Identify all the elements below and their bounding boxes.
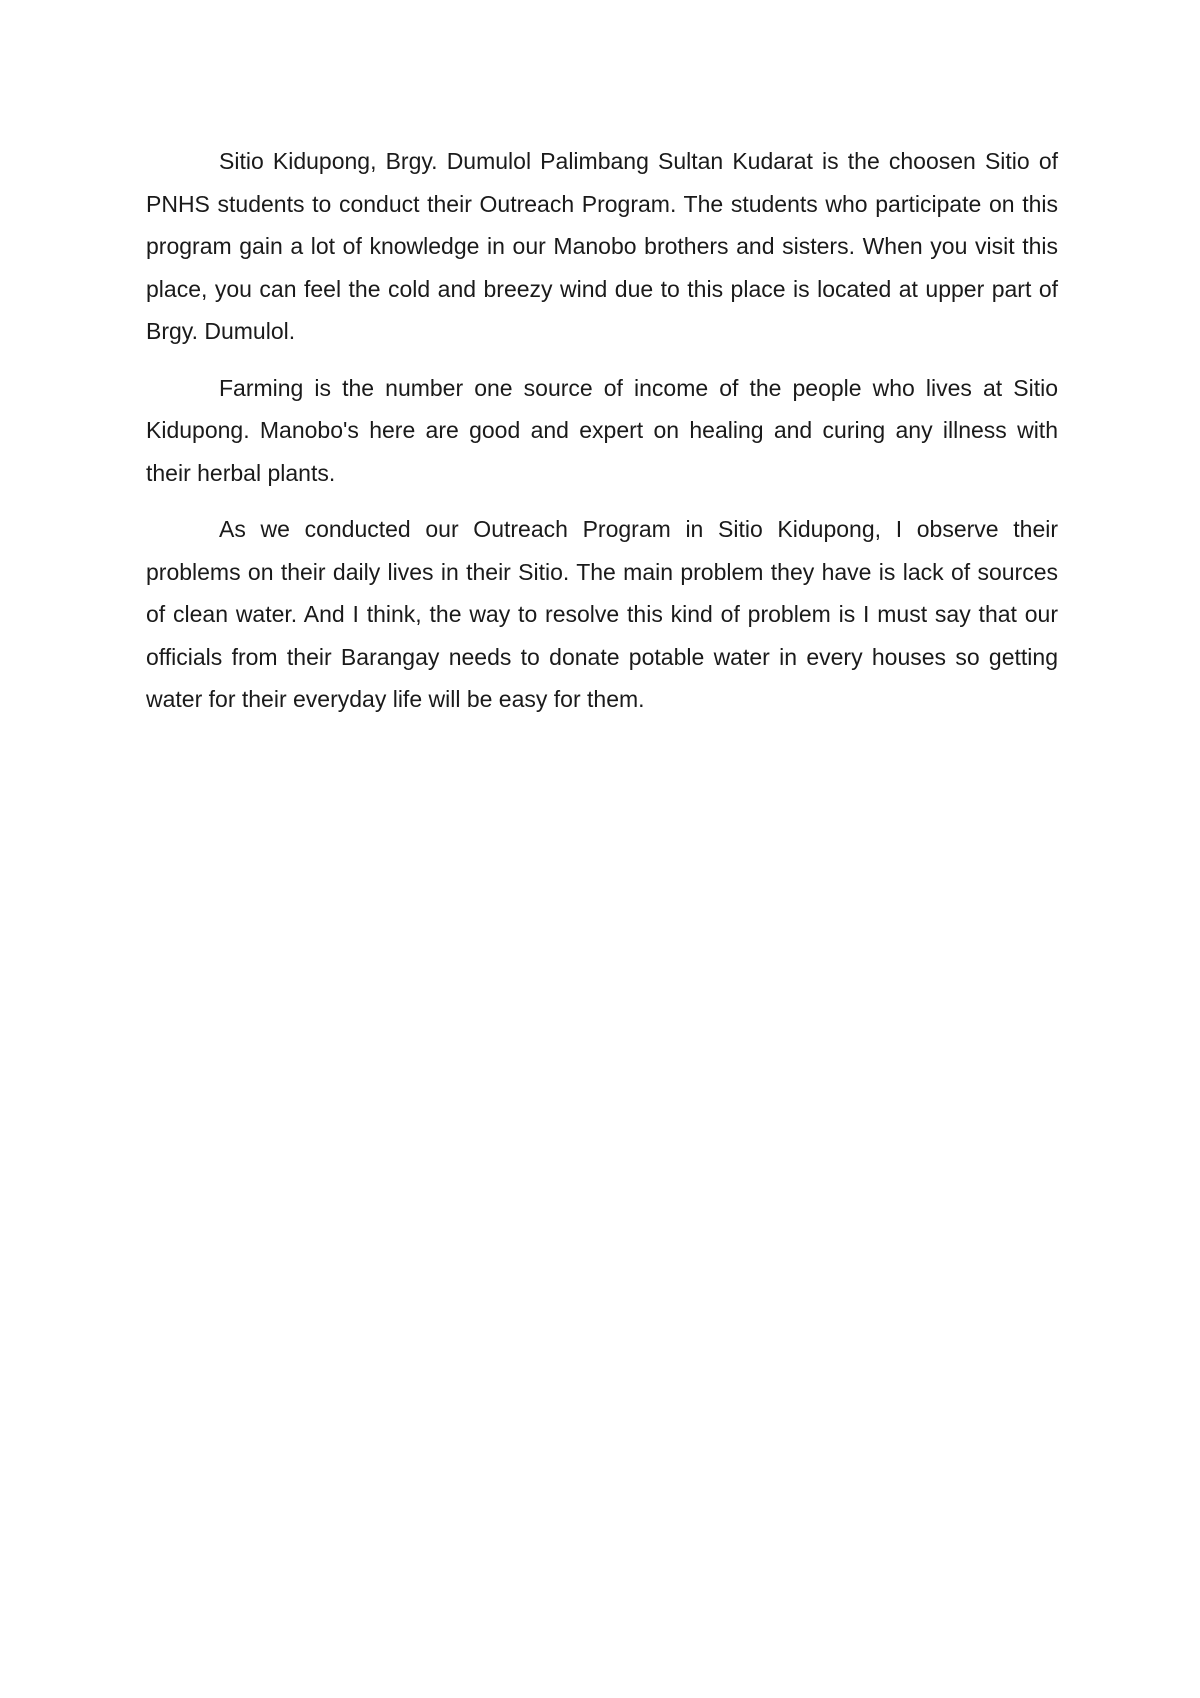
paragraph-2: Farming is the number one source of income of the people who lives at Sitio Kidupong. Manobo's here are good and expert on healing and curing any illness with their herbal plants. xyxy=(146,374,1058,486)
document-body xyxy=(146,140,1058,735)
paragraph-3: As we conducted our Outreach Program in Sitio Kidupong, I observe their problems on their daily lives in their Sitio. The main problem they have is lack of sources of clean water. And I think, the way to resolve this kind of problem is I must say that our officials from their Barangay needs to donate potable water in every houses so getting water for their everyday life will be easy for them. xyxy=(146,516,1058,712)
paragraph-1: Sitio Kidupong, Brgy. Dumulol Palimbang Sultan Kudarat is the choosen Sitio of PNHS students to conduct their Outreach Program. The students who participate on this program gain a lot of knowledge in our Manobo brothers and sisters. When you visit this place, you can feel the cold and breezy wind due to this place is located at upper part of Brgy. Dumulol. xyxy=(146,148,1058,344)
